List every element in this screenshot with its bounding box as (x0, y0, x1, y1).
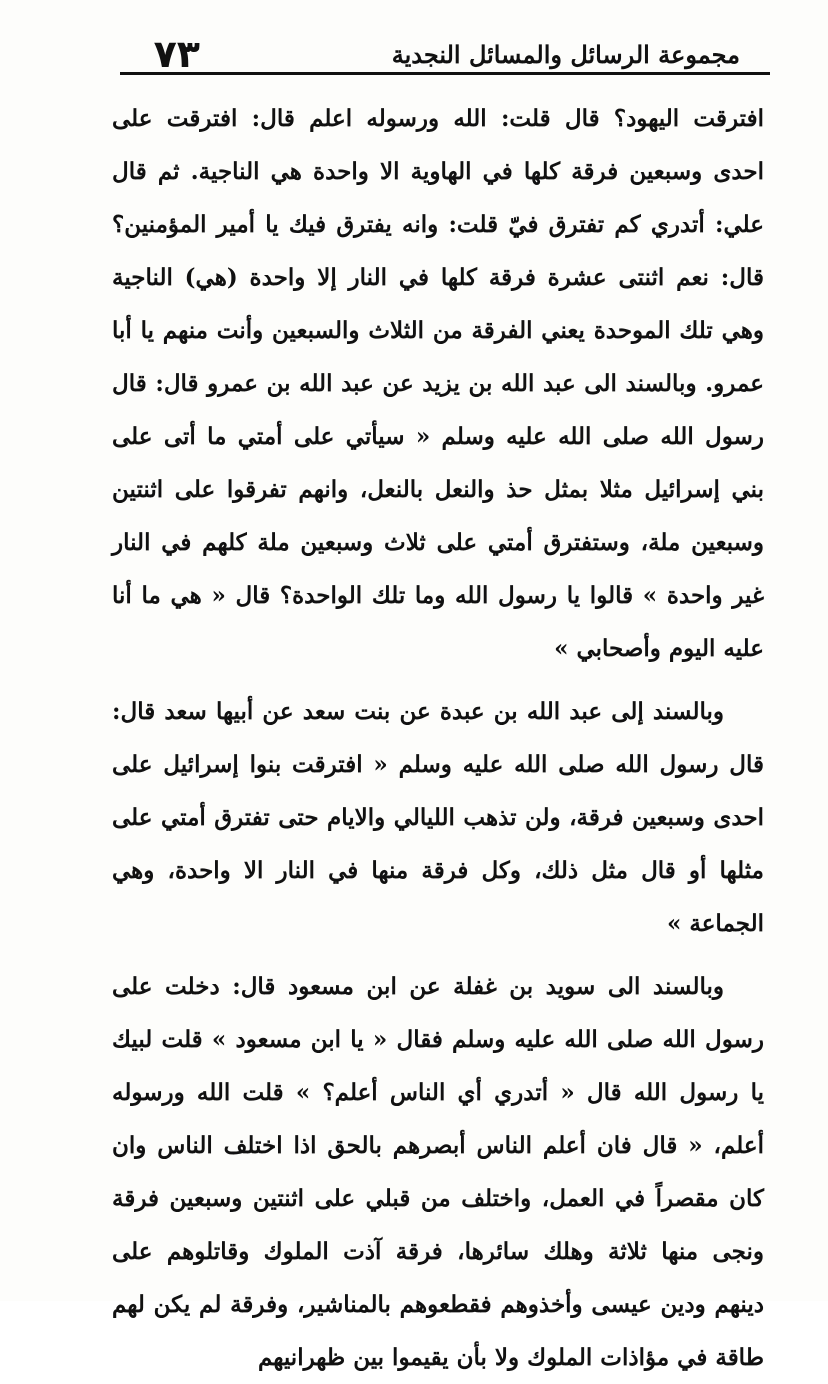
paragraph-3: وبالسند الى سويد بن غفلة عن ابن مسعود قال: دخلت على رسول الله صلى الله عليه وسلم فقال « يا ابن مسعود » قلت لبيك يا رسول الله قال « أتدري أي الناس أعلم؟ » قلت الله ورسوله أعلم، « قال فان أعلم الناس أبصرهم بالحق اذا اختلف الناس وان كان مقصراً في العمل، واختلف من قبلي على اثنتين وسبعين فرقة ونجى منها ثلاثة وهلك سائرها، فرقة آذت الملوك وقاتلوهم على دينهم ودين عيسى وأخذوهم فقطعوهم بالمناشير، وفرقة لم يكن لهم طاقة في مؤاذات الملوك ولا بأن يقيموا بين ظهرانيهم (112, 973, 764, 1371)
running-title: مجموعة الرسائل والمسائل النجدية (391, 40, 740, 69)
paragraph-1: افترقت اليهود؟ قال قلت: الله ورسوله اعلم قال: افترقت على احدى وسبعين فرقة كلها في الهاوية الا واحدة هي الناجية. ثم قال علي: أتدري كم تفترق فيّ قلت: وانه يفترق فيك يا أمير المؤمنين؟ قال: نعم اثنتى عشرة فرقة كلها في النار إلا واحدة (هي) الناجية وهي تلك الموحدة يعني الفرقة من الثلاث والسبعين وأنت منهم يا أبا عمرو. وبالسند الى عبد الله بن يزيد عن عبد الله بن عمرو قال: قال رسول الله صلى الله عليه وسلم « سيأتي على أمتي ما أتى على بني إسرائيل مثلا بمثل حذ والنعل بالنعل، وانهم تفرقوا على اثنتين وسبعين ملة، وستفترق أمتي على ثلاث وسبعين ملة كلهم في النار غير واحدة » قالوا يا رسول الله وما تلك الواحدة؟ قال « هي ما أنا عليه اليوم وأصحابي » (112, 105, 764, 662)
page-header (120, 32, 770, 76)
header-rule (120, 72, 770, 75)
paragraph-2: وبالسند إلى عبد الله بن عبدة عن بنت سعد عن أبيها سعد قال: قال رسول الله صلى الله عليه وسلم « افترقت بنوا إسرائيل على احدى وسبعين فرقة، ولن تذهب الليالي والايام حتى تفترق أمتي على مثلها أو قال مثل ذلك، وكل فرقة منها في النار الا واحدة، وهي الجماعة » (112, 698, 764, 937)
page-number: ٧٣ (153, 32, 200, 76)
body-text (112, 92, 764, 1384)
